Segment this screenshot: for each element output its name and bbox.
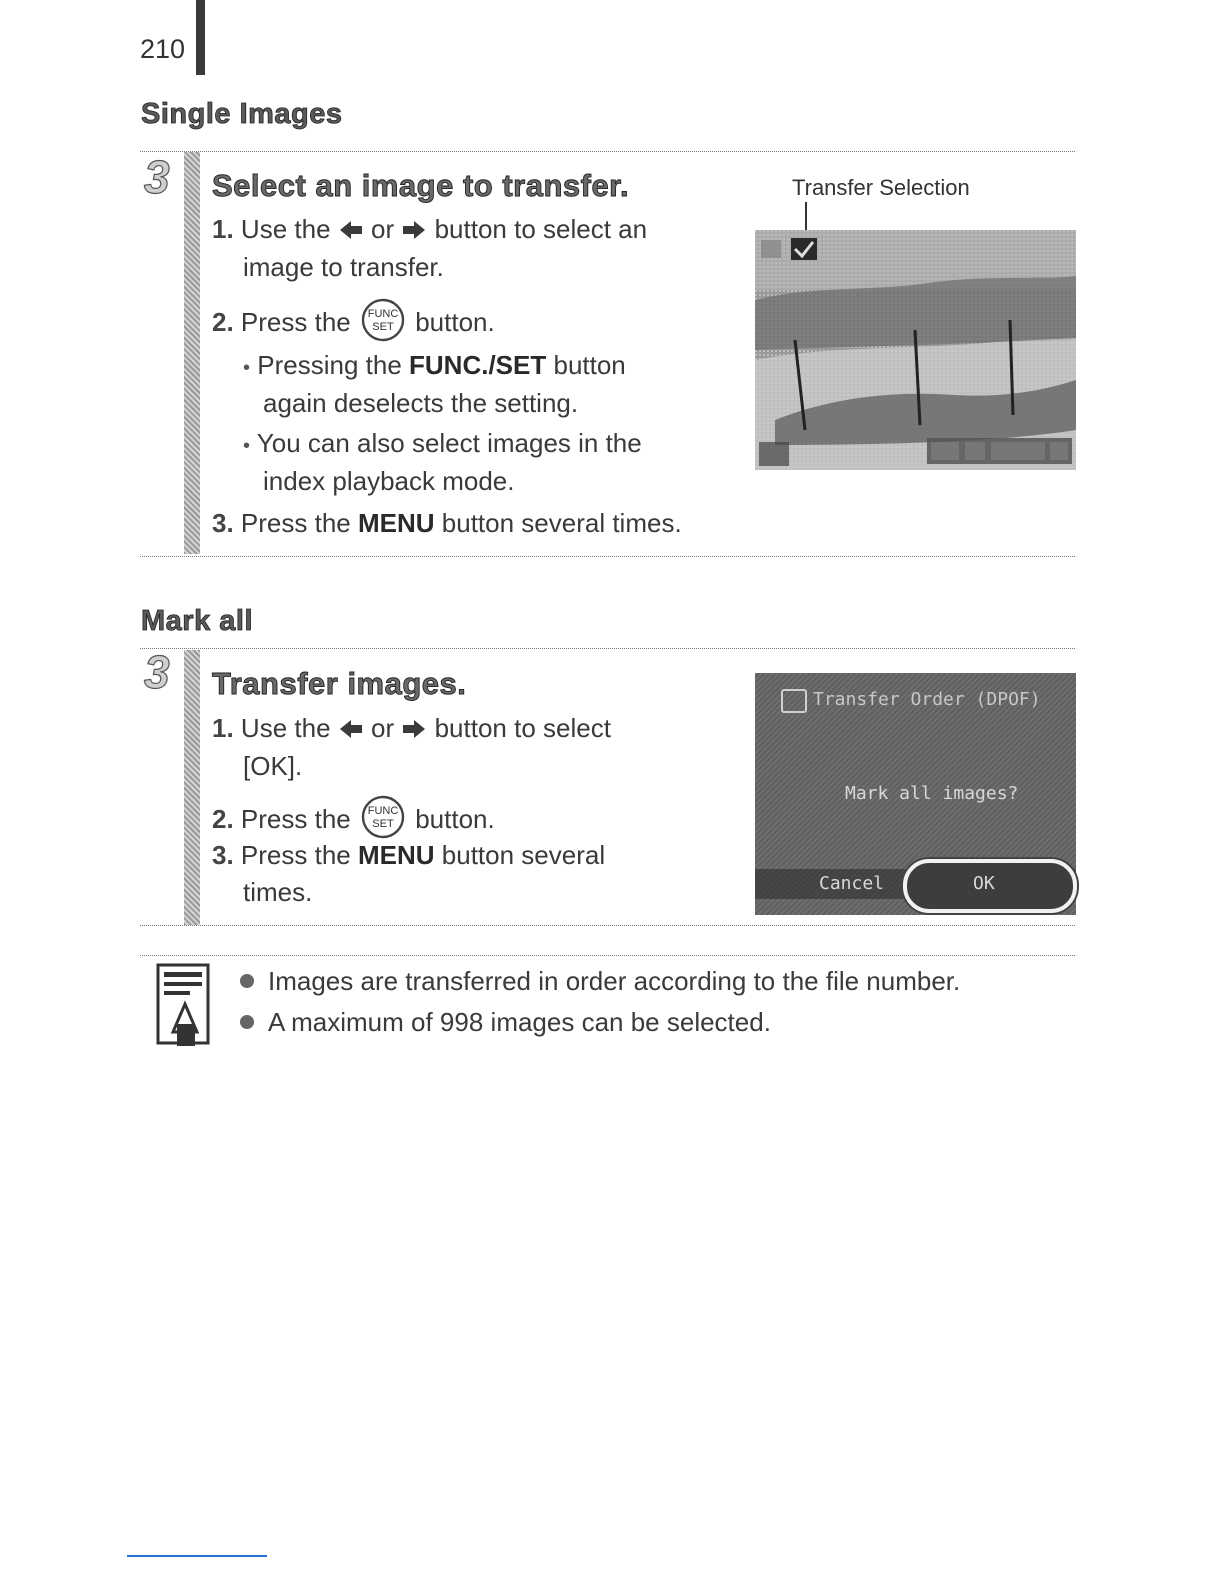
step-title: Transfer images. xyxy=(212,666,467,701)
dialog-header: Transfer Order (DPOF) xyxy=(813,689,1041,710)
beach-photo-image xyxy=(755,230,1076,470)
dpof-icon xyxy=(781,689,807,713)
instruction-text: Use the xyxy=(240,713,331,743)
instruction-text: button to select xyxy=(434,713,611,743)
instruction-text: button. xyxy=(415,804,495,834)
instruction-text: Use the xyxy=(240,214,331,244)
note-text: A maximum of 998 images can be selected. xyxy=(268,1007,771,1037)
bullet-bold-text: FUNC./SET xyxy=(409,350,547,380)
step-index: 1. xyxy=(212,214,234,244)
step-number: 3 xyxy=(144,151,170,203)
svg-text:SET: SET xyxy=(372,321,394,333)
bullet-text: You can also select images in the xyxy=(256,428,642,458)
page-number: 210 xyxy=(140,34,186,64)
instruction-line xyxy=(212,713,611,744)
bullet-line xyxy=(243,428,642,459)
left-arrow-button-icon xyxy=(338,718,364,740)
func-set-button-icon xyxy=(358,297,408,343)
func-set-button-icon xyxy=(358,794,408,840)
instruction-text: button several times. xyxy=(441,508,682,538)
page-number-bar xyxy=(196,0,205,75)
step-title: Select an image to transfer. xyxy=(212,168,630,203)
step-index: 3. xyxy=(212,840,234,870)
instruction-line: [OK]. xyxy=(243,751,303,781)
instruction-line: times. xyxy=(243,877,313,907)
dialog-prompt: Mark all images? xyxy=(845,783,1019,804)
instruction-text: button to select an xyxy=(434,214,648,244)
step-index: 2. xyxy=(212,804,234,834)
note-bullet xyxy=(240,974,254,988)
camera-screen-dialog xyxy=(755,673,1076,915)
instruction-text: or xyxy=(371,713,395,743)
instruction-line xyxy=(212,297,495,343)
note-item xyxy=(240,966,960,997)
instruction-line: image to transfer. xyxy=(243,252,444,282)
section-top-rule xyxy=(140,151,1075,152)
memo-note-icon xyxy=(155,962,215,1048)
section-bottom-rule xyxy=(140,925,1075,926)
svg-text:SET: SET xyxy=(372,818,394,830)
instruction-text: or xyxy=(371,214,395,244)
notes-top-rule xyxy=(140,955,1075,956)
right-arrow-button-icon xyxy=(401,718,427,740)
bullet-dot: • xyxy=(243,435,251,457)
footer-link-underline xyxy=(127,1555,267,1557)
bullet-line: index playback mode. xyxy=(263,466,515,496)
instruction-text: Press the xyxy=(240,307,351,337)
section-heading-single-images: Single Images xyxy=(141,98,343,130)
note-text: Images are transferred in order according to the file number. xyxy=(268,966,961,996)
instruction-bold-text: MENU xyxy=(357,508,435,538)
instruction-text: Press the xyxy=(240,804,351,834)
step-number: 3 xyxy=(144,646,170,698)
bullet-text: Pressing the xyxy=(257,350,402,380)
svg-text:FUNC: FUNC xyxy=(367,308,399,320)
camera-screen-photo xyxy=(755,230,1076,470)
instruction-bold-text: MENU xyxy=(357,840,435,870)
instruction-text: Press the xyxy=(240,508,351,538)
right-arrow-button-icon xyxy=(401,219,427,241)
left-arrow-button-icon xyxy=(338,219,364,241)
step-bar xyxy=(184,152,200,554)
section-top-rule xyxy=(140,648,1075,649)
bullet-text: button xyxy=(553,350,626,380)
ok-button: OK xyxy=(973,873,995,894)
section-bottom-rule xyxy=(140,556,1075,557)
section-heading-mark-all: Mark all xyxy=(141,605,253,637)
step-index: 2. xyxy=(212,307,234,337)
instruction-text: Press the xyxy=(240,840,351,870)
step-index: 3. xyxy=(212,508,234,538)
bullet-dot: • xyxy=(243,357,251,379)
note-bullet xyxy=(240,1015,254,1029)
instruction-text: button. xyxy=(415,307,495,337)
svg-text:FUNC: FUNC xyxy=(367,805,399,817)
instruction-line xyxy=(212,508,682,539)
instruction-line xyxy=(212,840,605,871)
bullet-line xyxy=(243,350,626,381)
instruction-text: button several xyxy=(441,840,606,870)
screen-label: Transfer Selection xyxy=(792,175,970,200)
cancel-button: Cancel xyxy=(819,873,885,894)
instruction-line xyxy=(212,794,495,840)
step-index: 1. xyxy=(212,713,234,743)
bullet-line: again deselects the setting. xyxy=(263,388,579,418)
note-item xyxy=(240,1007,771,1038)
step-bar xyxy=(184,650,200,925)
instruction-line xyxy=(212,214,647,245)
